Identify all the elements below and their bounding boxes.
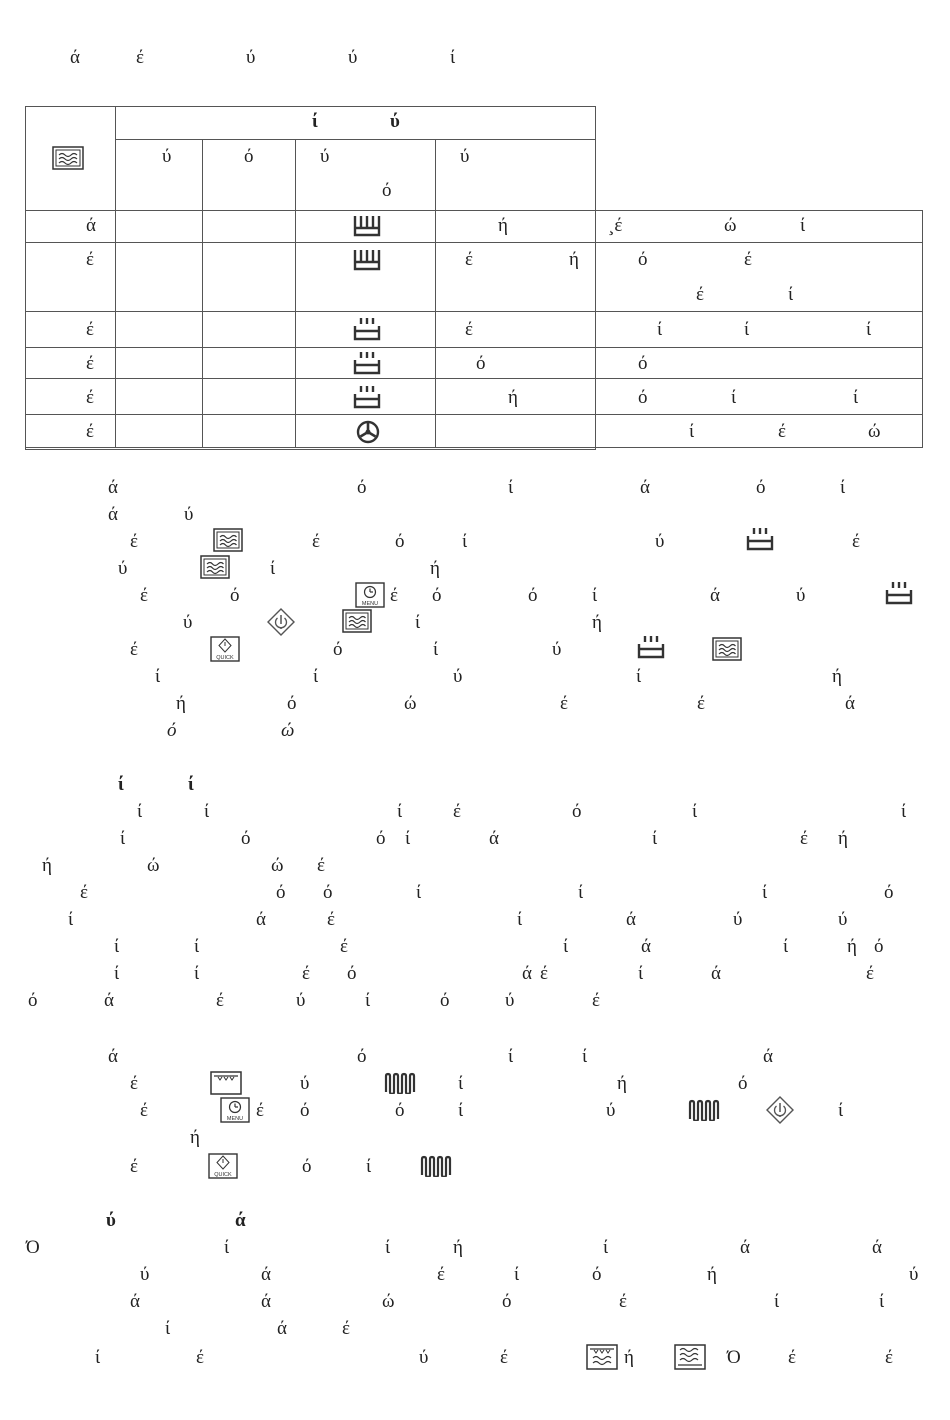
- text-char: ό: [357, 1046, 367, 1067]
- text-char: ό: [357, 477, 367, 498]
- text-char: ί: [114, 963, 120, 984]
- text-char: ό: [333, 639, 343, 660]
- text-char: έ: [340, 936, 348, 957]
- text-char: ύ: [655, 531, 665, 552]
- text-char: ί: [366, 1156, 372, 1177]
- text-char: ά: [130, 1291, 140, 1312]
- text-char: ώ: [281, 720, 295, 741]
- text-char: ώ: [404, 693, 417, 714]
- text-char: ά: [763, 1046, 773, 1067]
- text-char: ύ: [505, 990, 515, 1011]
- text-char: ό: [502, 1291, 512, 1312]
- text-char: ί: [582, 1046, 588, 1067]
- text-char: ί: [458, 1073, 464, 1094]
- text-char: ά: [277, 1318, 287, 1339]
- text-char: ί: [397, 801, 403, 822]
- row-label: έ: [86, 387, 94, 408]
- text-char: Ό: [727, 1347, 741, 1368]
- text-char: έ: [80, 882, 88, 903]
- clock-menu-button-icon: [220, 1097, 250, 1123]
- text-char: ώ: [147, 855, 160, 876]
- text-char: ύ: [733, 909, 743, 930]
- grill-rack-high-icon: [352, 384, 382, 410]
- text-char: ί: [165, 1318, 171, 1339]
- grill-rack-low-icon: [352, 214, 382, 238]
- text-char: ί: [901, 801, 907, 822]
- text-char: έ: [256, 1100, 264, 1121]
- row-cell: έ: [465, 249, 473, 270]
- text-char: ά: [640, 477, 650, 498]
- row-note: ί: [657, 319, 663, 340]
- text-char: ί: [774, 1291, 780, 1312]
- text-char: έ: [437, 1264, 445, 1285]
- text-char: ό: [592, 1264, 602, 1285]
- text-char: έ: [800, 828, 808, 849]
- grill-rack-high-icon: [745, 526, 775, 552]
- row-note: ό: [638, 249, 648, 270]
- text-char: ύ: [838, 909, 848, 930]
- text-char: έ: [540, 963, 548, 984]
- text-char: ύ: [453, 666, 463, 687]
- text-char: ό: [230, 585, 240, 606]
- text-char: έ: [592, 990, 600, 1011]
- grill-rack-high-icon: [352, 350, 382, 376]
- col-header: ύ: [162, 146, 172, 167]
- text-char: ό: [302, 1156, 312, 1177]
- text-char: ί: [204, 801, 210, 822]
- text-char: ό: [28, 990, 38, 1011]
- row-note: ί: [689, 421, 695, 442]
- row-label: έ: [86, 319, 94, 340]
- text-char: ύ: [118, 558, 128, 579]
- grill-rack-high-icon: [636, 634, 666, 660]
- text-char: ύ: [140, 1264, 150, 1285]
- text-char: ά: [522, 963, 532, 984]
- row-label: έ: [86, 421, 94, 442]
- text-char: ί: [879, 1291, 885, 1312]
- text-char: ό: [241, 828, 251, 849]
- text-char: έ: [196, 1347, 204, 1368]
- text-char: ό: [376, 828, 386, 849]
- text-char: ή: [453, 1237, 463, 1258]
- grill-element-icon: [420, 1155, 452, 1177]
- row-cell: ή: [569, 249, 579, 270]
- text-char: έ: [852, 531, 860, 552]
- text-char: ά: [872, 1237, 882, 1258]
- text-char: ύ: [183, 612, 193, 633]
- text-char: ά: [261, 1264, 271, 1285]
- text-char: ή: [190, 1127, 200, 1148]
- text-char: ά: [845, 693, 855, 714]
- intro-char: ί: [450, 47, 456, 68]
- intro-char: έ: [136, 47, 144, 68]
- microwave-bottom-combo-icon: [674, 1344, 706, 1370]
- text-char: ό: [884, 882, 894, 903]
- row-note: ί: [866, 319, 872, 340]
- text-char: ά: [626, 909, 636, 930]
- text-char: ά: [256, 909, 266, 930]
- text-char: ή: [592, 612, 602, 633]
- row-note: ί: [800, 215, 806, 236]
- text-char: έ: [140, 585, 148, 606]
- grill-element-icon: [688, 1099, 720, 1121]
- text-char: ί: [68, 909, 74, 930]
- grill-microwave-combo-icon: [586, 1344, 618, 1370]
- text-char: ί: [592, 585, 598, 606]
- intro-char: ύ: [246, 47, 256, 68]
- text-char: ύ: [909, 1264, 919, 1285]
- text-char: ά: [108, 1046, 118, 1067]
- text-char: ί: [462, 531, 468, 552]
- text-char: έ: [560, 693, 568, 714]
- text-char: έ: [788, 1347, 796, 1368]
- row-cell: ή: [508, 387, 518, 408]
- text-char: έ: [130, 1156, 138, 1177]
- row-note: έ: [696, 284, 704, 305]
- col-header-sub: ό: [382, 180, 392, 201]
- text-char: Ό: [26, 1237, 40, 1258]
- row-label: έ: [86, 353, 94, 374]
- text-char: ή: [42, 855, 52, 876]
- row-note: έ: [778, 421, 786, 442]
- row-label: ά: [86, 215, 96, 236]
- table-group-header: ύ: [390, 111, 400, 132]
- text-char: έ: [140, 1100, 148, 1121]
- text-char: έ: [885, 1347, 893, 1368]
- text-char: έ: [130, 639, 138, 660]
- quick-icon-label: QUICK: [214, 1172, 232, 1178]
- text-char: ί: [783, 936, 789, 957]
- text-char: έ: [312, 531, 320, 552]
- row-note: ¸έ: [608, 215, 623, 236]
- text-char: έ: [619, 1291, 627, 1312]
- grill-rack-high-icon: [352, 316, 382, 342]
- section-heading: ύ: [106, 1210, 116, 1231]
- microwave-button-icon: [213, 528, 243, 552]
- text-char: ί: [508, 1046, 514, 1067]
- text-char: ί: [517, 909, 523, 930]
- text-char: ί: [578, 882, 584, 903]
- text-char: ί: [114, 936, 120, 957]
- text-char: ί: [652, 828, 658, 849]
- text-char: ί: [458, 1100, 464, 1121]
- text-char: ί: [385, 1237, 391, 1258]
- row-note: ό: [638, 353, 648, 374]
- menu-icon-label: MENU: [361, 601, 379, 607]
- text-char: έ: [500, 1347, 508, 1368]
- row-cell: έ: [465, 319, 473, 340]
- text-char: ό: [572, 801, 582, 822]
- text-char: ί: [365, 990, 371, 1011]
- text-char: ύ: [606, 1100, 616, 1121]
- text-char: έ: [130, 531, 138, 552]
- quick-start-button-icon: [208, 1153, 238, 1179]
- text-char: ό: [440, 990, 450, 1011]
- text-char: ί: [638, 963, 644, 984]
- col-header: ό: [244, 146, 254, 167]
- microwave-button-icon: [200, 555, 230, 579]
- section-heading: ί: [188, 774, 194, 795]
- text-char: έ: [866, 963, 874, 984]
- text-char: ί: [603, 1237, 609, 1258]
- text-char: ί: [155, 666, 161, 687]
- text-char: ί: [194, 963, 200, 984]
- text-char: ά: [711, 963, 721, 984]
- text-char: ό: [738, 1073, 748, 1094]
- text-char: ή: [430, 558, 440, 579]
- text-char: έ: [317, 855, 325, 876]
- text-char: ί: [508, 477, 514, 498]
- text-char: ώ: [271, 855, 284, 876]
- text-char: ύ: [296, 990, 306, 1011]
- text-char: ύ: [300, 1073, 310, 1094]
- text-char: ί: [137, 801, 143, 822]
- grill-rack-high-icon: [884, 580, 914, 606]
- microwave-button-icon: [712, 637, 742, 661]
- text-char: ί: [636, 666, 642, 687]
- text-char: ί: [838, 1100, 844, 1121]
- text-char: ά: [641, 936, 651, 957]
- text-char: ή: [847, 936, 857, 957]
- text-char: ί: [840, 477, 846, 498]
- text-char: ά: [710, 585, 720, 606]
- grill-rack-low-icon: [352, 248, 382, 272]
- text-char: ά: [489, 828, 499, 849]
- text-char: ί: [416, 882, 422, 903]
- row-note: ώ: [724, 215, 737, 236]
- text-char: ή: [707, 1264, 717, 1285]
- text-char: ύ: [184, 504, 194, 525]
- col-header: ύ: [320, 146, 330, 167]
- row-note: ό: [638, 387, 648, 408]
- microwave-icon: [52, 146, 84, 170]
- row-note: ί: [853, 387, 859, 408]
- text-char: ύ: [419, 1347, 429, 1368]
- grill-element-icon: [384, 1072, 416, 1094]
- intro-char: ύ: [348, 47, 358, 68]
- text-char: ί: [95, 1347, 101, 1368]
- section-heading: ί: [118, 774, 124, 795]
- text-char: ά: [740, 1237, 750, 1258]
- text-char: ί: [514, 1264, 520, 1285]
- microwave-button-icon: [342, 609, 372, 633]
- text-char: ό: [276, 882, 286, 903]
- text-char: ί: [692, 801, 698, 822]
- text-char: έ: [453, 801, 461, 822]
- row-cell: ό: [476, 353, 486, 374]
- row-cell: ή: [498, 215, 508, 236]
- intro-char: ά: [70, 47, 80, 68]
- text-char: ά: [261, 1291, 271, 1312]
- row-label: έ: [86, 249, 94, 270]
- turntable-icon: [356, 420, 380, 444]
- text-char: έ: [390, 585, 398, 606]
- text-char: ό: [432, 585, 442, 606]
- text-char: ή: [617, 1073, 627, 1094]
- text-char: ή: [838, 828, 848, 849]
- text-char: ό: [395, 1100, 405, 1121]
- row-note: ί: [731, 387, 737, 408]
- text-char: ί: [120, 828, 126, 849]
- text-char: ί: [313, 666, 319, 687]
- row-note: ί: [788, 284, 794, 305]
- text-char: ή: [832, 666, 842, 687]
- clock-menu-button-icon: [355, 582, 385, 608]
- text-char: ί: [405, 828, 411, 849]
- text-char: ί: [433, 639, 439, 660]
- text-char: ά: [108, 477, 118, 498]
- text-char: έ: [327, 909, 335, 930]
- table-group-header: ί: [312, 111, 318, 132]
- text-char: ό: [874, 936, 884, 957]
- text-char: ή: [176, 693, 186, 714]
- text-char: ά: [104, 990, 114, 1011]
- text-char: ύ: [552, 639, 562, 660]
- text-char: ό: [395, 531, 405, 552]
- menu-icon-label: MENU: [226, 1116, 244, 1122]
- start-diamond-icon: [267, 608, 295, 636]
- text-char: ί: [762, 882, 768, 903]
- text-char: ί: [415, 612, 421, 633]
- text-char: έ: [216, 990, 224, 1011]
- text-char: ό: [347, 963, 357, 984]
- text-char: έ: [130, 1073, 138, 1094]
- row-note: ώ: [868, 421, 881, 442]
- text-char: ί: [224, 1237, 230, 1258]
- text-char: ί: [563, 936, 569, 957]
- text-char: ό: [300, 1100, 310, 1121]
- text-char: ό: [287, 693, 297, 714]
- top-grill-button-icon: [210, 1071, 242, 1095]
- text-char: ό: [323, 882, 333, 903]
- text-char: ή: [624, 1347, 634, 1368]
- text-char: ύ: [796, 585, 806, 606]
- col-header: ύ: [460, 146, 470, 167]
- text-char: έ: [697, 693, 705, 714]
- start-diamond-icon: [766, 1096, 794, 1124]
- row-note: έ: [744, 249, 752, 270]
- row-note: ί: [744, 319, 750, 340]
- text-char: ό: [167, 720, 177, 741]
- section-heading: ά: [235, 1210, 246, 1231]
- text-char: έ: [342, 1318, 350, 1339]
- text-char: ό: [756, 477, 766, 498]
- quick-icon-label: QUICK: [216, 655, 234, 661]
- quick-start-button-icon: [210, 636, 240, 662]
- text-char: ό: [528, 585, 538, 606]
- text-char: έ: [302, 963, 310, 984]
- text-char: ί: [270, 558, 276, 579]
- text-char: ά: [108, 504, 118, 525]
- text-char: ώ: [382, 1291, 395, 1312]
- text-char: ί: [194, 936, 200, 957]
